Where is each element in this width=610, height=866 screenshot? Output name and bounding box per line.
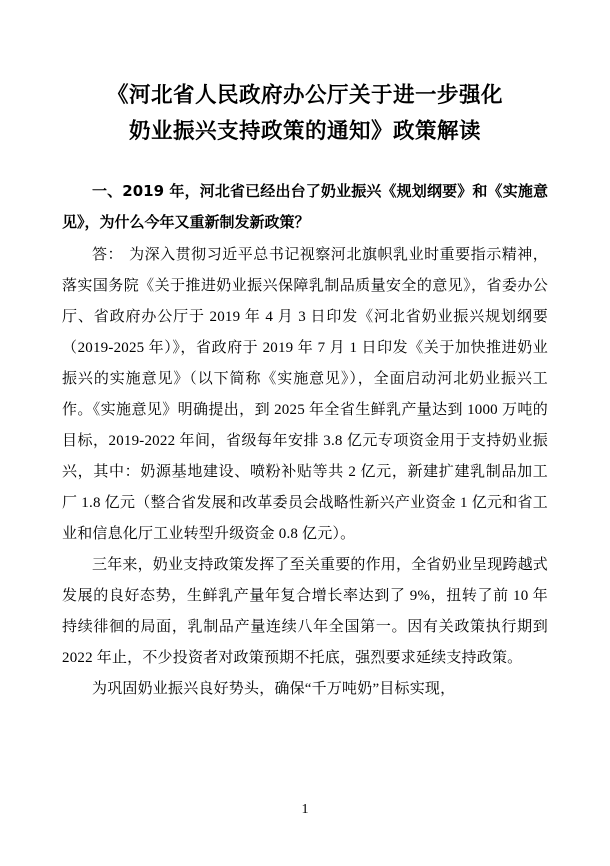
body-paragraph-3: 为巩固奶业振兴良好势头，确保“千万吨奶”目标实现， (92, 681, 456, 697)
answer-label: 答： (92, 247, 124, 263)
body-paragraph-2: 三年来，奶业支持政策发挥了至关重要的作用，全省奶业呈现跨越式发展的良好态势，生鲜乳产量年复合增长率达到了 9%，扭转了前 10 年持续徘徊的局面，乳制品产量连续八年全国第一。因有关政策执行期到 2022 年止，不少投资者对政策预期不托底，强烈要求延续支持政策。 (62, 557, 549, 666)
page-number: 1 (301, 802, 309, 817)
question-heading: 一、2019 年，河北省已经出台了奶业振兴《规划纲要》和《实施意见》，为什么今年又重新制发新政策？ (62, 182, 548, 231)
answer-paragraph-1 (62, 240, 548, 550)
page-title (62, 78, 548, 150)
page-title-line-1: 《河北省人民政府办公厅关于进一步强化 (106, 83, 503, 108)
page-title-line-2: 奶业振兴支持政策的通知》政策解读 (128, 119, 481, 144)
answer-paragraph-1-text: 为深入贯彻习近平总书记视察河北旗帜乳业时重要指示精神，落实国务院《关于推进奶业振兴保障乳制品质量安全的意见》，省委办公厅、省政府办公厅于 2019 年 4 月 3 日印发《河北省奶业振兴规划纲要（2019-2025 年）》，省政府于 2019 年 7 月 1 日印发《关于加快推进奶业振兴的实施意见》（以下简称《实施意见》），全面启动河北奶业振兴工作。《实施意见》明确提出，到 2025 年全省生鲜乳产量达到 1000 万吨的目标，2019-2022 年间，省级每年安排 3.8 亿元专项资金用于支持奶业振兴，其中：奶源基地建设、喷粉补贴等共 2 亿元，新建扩建乳制品加工厂 1.8 亿元（整合省发展和改革委员会战略性新兴产业资金 1 亿元和省工业和信息化厅工业转型升级资金 0.8 亿元）。 (62, 247, 548, 542)
